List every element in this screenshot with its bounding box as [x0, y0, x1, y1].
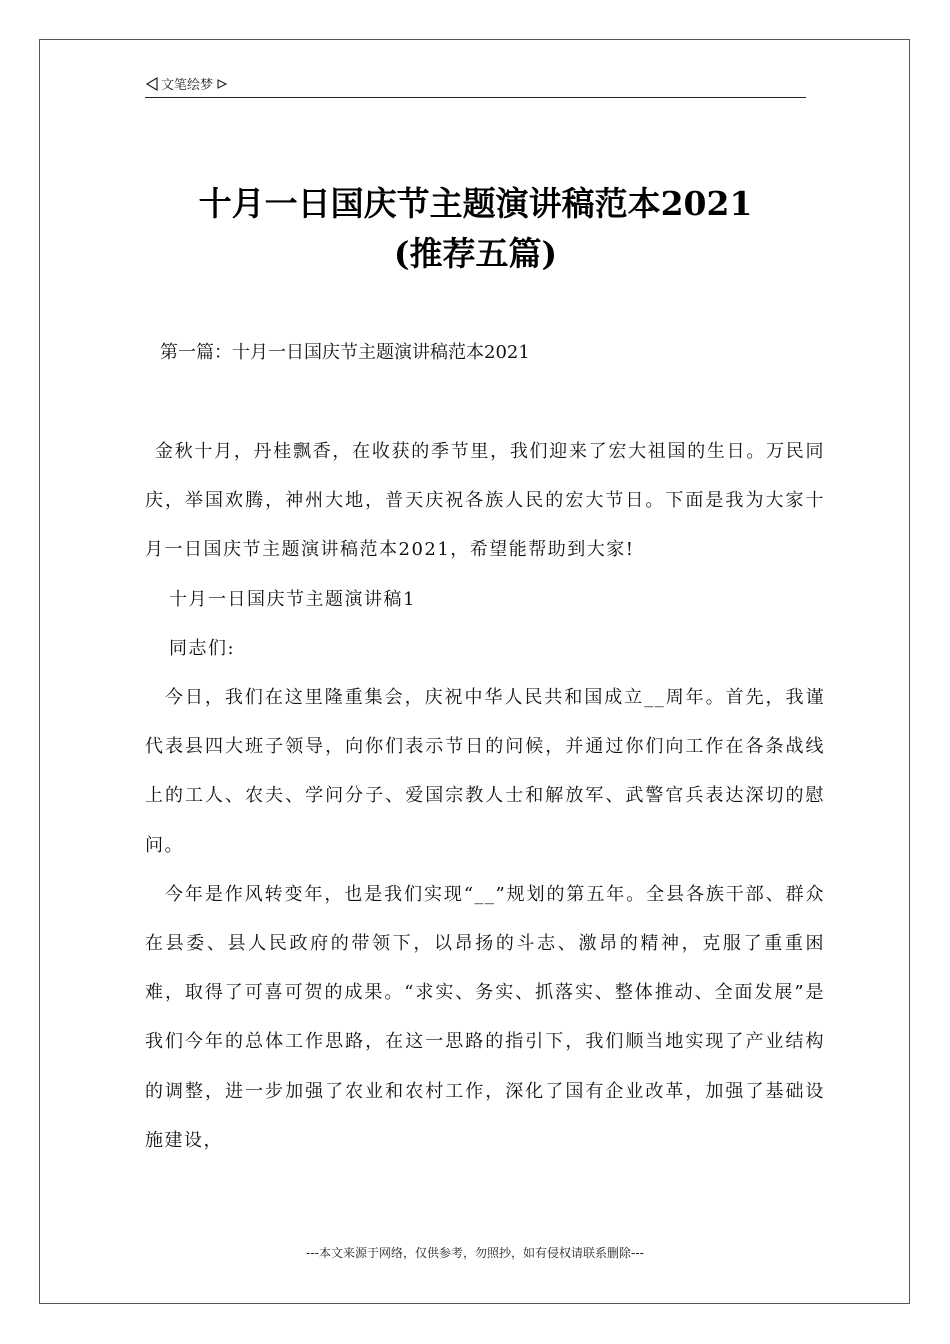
page-footer: ---本文来源于网络，仅供参考，勿照抄，如有侵权请联系删除--- — [306, 1246, 644, 1260]
subheading: 十月一日国庆节主题演讲稿1 — [169, 588, 416, 610]
document-body — [145, 427, 825, 1165]
document-title-line2: (推荐五篇) — [393, 234, 558, 273]
salutation: 同志们: — [169, 637, 236, 659]
paragraph: 金秋十月，丹桂飘香，在收获的季节里，我们迎来了宏大祖国的生日。万民同庆，举国欢腾，神州大地，普天庆祝各族人民的宏大节日。下面是我为大家十月一日国庆节主题演讲稿范本2021，希望能帮助到大家! — [145, 441, 825, 561]
section-heading: 第一篇：十月一日国庆节主题演讲稿范本2021 — [160, 342, 530, 363]
paragraph: 今日，我们在这里隆重集会，庆祝中华人民共和国成立__周年。首先，我谨代表县四大班子领导，向你们表示节日的问候，并通过你们向工作在各条战线上的工人、农夫、学问分子、爱国宗教人士和解放军、武警官兵表达深切的慰问。 — [145, 687, 825, 856]
document-title-line1: 十月一日国庆节主题演讲稿范本2021 — [198, 184, 753, 223]
page-header — [145, 74, 806, 98]
header-text: 文笔绘梦 — [161, 78, 214, 93]
triangle-left-icon — [145, 77, 159, 91]
paragraph: 今年是作风转变年，也是我们实现“__”规划的第五年。全县各族干部、群众在县委、县人民政府的带领下，以昂扬的斗志、激昂的精神，克服了重重困难，取得了可喜可贺的成果。“求实、务实、抓落实、整体推动、全面发展”是我们今年的总体工作思路，在这一思路的指引下，我们顺当地实现了产业结构的调整，进一步加强了农业和农村工作，深化了国有企业改革，加强了基础设施建设， — [145, 883, 825, 1151]
triangle-right-icon — [217, 79, 227, 89]
